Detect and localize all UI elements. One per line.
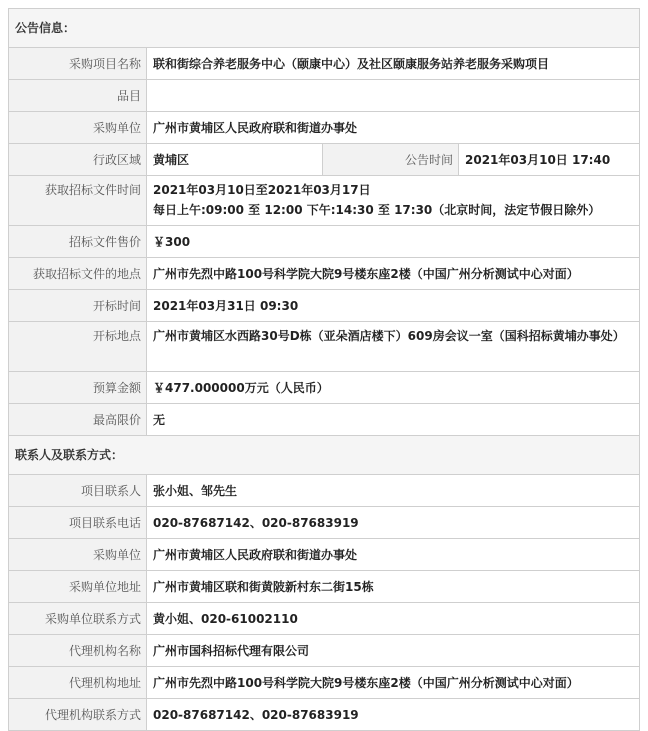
max-price-value: 无 xyxy=(147,404,640,436)
agency-contact-value: 020-87687142、020-87683919 xyxy=(147,699,640,731)
table-row xyxy=(9,507,640,539)
table-row xyxy=(9,322,640,372)
purchaser-label: 采购单位 xyxy=(9,112,147,144)
agency-contact-label: 代理机构联系方式 xyxy=(9,699,147,731)
doc-place-value: 广州市先烈中路100号科学院大院9号楼东座2楼（中国广州分析测试中心对面） xyxy=(147,258,640,290)
region-value: 黄埔区 xyxy=(147,144,323,176)
purchaser-addr-value: 广州市黄埔区联和街黄陂新村东二街15栋 xyxy=(147,571,640,603)
project-name-value: 联和街综合养老服务中心（颐康中心）及社区颐康服务站养老服务采购项目 xyxy=(147,48,640,80)
table-row xyxy=(9,290,640,322)
purchaser-value: 广州市黄埔区人民政府联和街道办事处 xyxy=(147,112,640,144)
budget-label: 预算金额 xyxy=(9,372,147,404)
announcement-panel xyxy=(8,8,639,731)
table-row xyxy=(9,226,640,258)
table-row xyxy=(9,112,640,144)
table-row xyxy=(9,176,640,226)
purchaser-addr-label: 采购单位地址 xyxy=(9,571,147,603)
table-row xyxy=(9,635,640,667)
project-name-label: 采购项目名称 xyxy=(9,48,147,80)
section-title-contacts: 联系人及联系方式： xyxy=(9,436,640,475)
doc-time-value xyxy=(147,176,640,226)
item-label: 品目 xyxy=(9,80,147,112)
publish-time-value: 2021年03月10日 17:40 xyxy=(459,144,640,176)
section-title-announcement: 公告信息： xyxy=(9,9,640,48)
section-row-announcement xyxy=(9,9,640,48)
table-row xyxy=(9,372,640,404)
agency-name-label: 代理机构名称 xyxy=(9,635,147,667)
project-contact-value: 张小姐、邹先生 xyxy=(147,475,640,507)
table-row xyxy=(9,539,640,571)
purchaser-contact-label: 采购单位联系方式 xyxy=(9,603,147,635)
project-phone-label: 项目联系电话 xyxy=(9,507,147,539)
table-row xyxy=(9,80,640,112)
table-row xyxy=(9,48,640,80)
publish-time-label: 公告时间 xyxy=(323,144,459,176)
table-row xyxy=(9,144,640,176)
budget-value: ￥477.000000万元（人民币） xyxy=(147,372,640,404)
table-row xyxy=(9,258,640,290)
open-time-value: 2021年03月31日 09:30 xyxy=(147,290,640,322)
table-row xyxy=(9,603,640,635)
project-contact-label: 项目联系人 xyxy=(9,475,147,507)
max-price-label: 最高限价 xyxy=(9,404,147,436)
purchaser2-value: 广州市黄埔区人民政府联和街道办事处 xyxy=(147,539,640,571)
purchaser2-label: 采购单位 xyxy=(9,539,147,571)
agency-name-value: 广州市国科招标代理有限公司 xyxy=(147,635,640,667)
announcement-table xyxy=(8,8,640,731)
table-row xyxy=(9,404,640,436)
purchaser-contact-value: 黄小姐、020-61002110 xyxy=(147,603,640,635)
section-row-contacts xyxy=(9,436,640,475)
doc-place-label: 获取招标文件的地点 xyxy=(9,258,147,290)
doc-price-label: 招标文件售价 xyxy=(9,226,147,258)
doc-time-hours: 每日上午:09:00 至 12:00 下午:14:30 至 17:30（北京时间，法定节假日除外） xyxy=(153,203,601,217)
doc-time-date-range: 2021年03月10日至2021年03月17日 xyxy=(153,183,371,197)
table-row xyxy=(9,699,640,731)
doc-price-value: ￥300 xyxy=(147,226,640,258)
region-label: 行政区域 xyxy=(9,144,147,176)
doc-time-label: 获取招标文件时间 xyxy=(9,176,147,226)
table-row xyxy=(9,667,640,699)
table-row xyxy=(9,571,640,603)
table-row xyxy=(9,475,640,507)
open-place-label: 开标地点 xyxy=(9,322,147,372)
open-time-label: 开标时间 xyxy=(9,290,147,322)
agency-addr-label: 代理机构地址 xyxy=(9,667,147,699)
open-place-value: 广州市黄埔区水西路30号D栋（亚朵酒店楼下）609房会议一室（国科招标黄埔办事处） xyxy=(147,322,640,372)
item-value xyxy=(147,80,640,112)
agency-addr-value: 广州市先烈中路100号科学院大院9号楼东座2楼（中国广州分析测试中心对面） xyxy=(147,667,640,699)
project-phone-value: 020-87687142、020-87683919 xyxy=(147,507,640,539)
